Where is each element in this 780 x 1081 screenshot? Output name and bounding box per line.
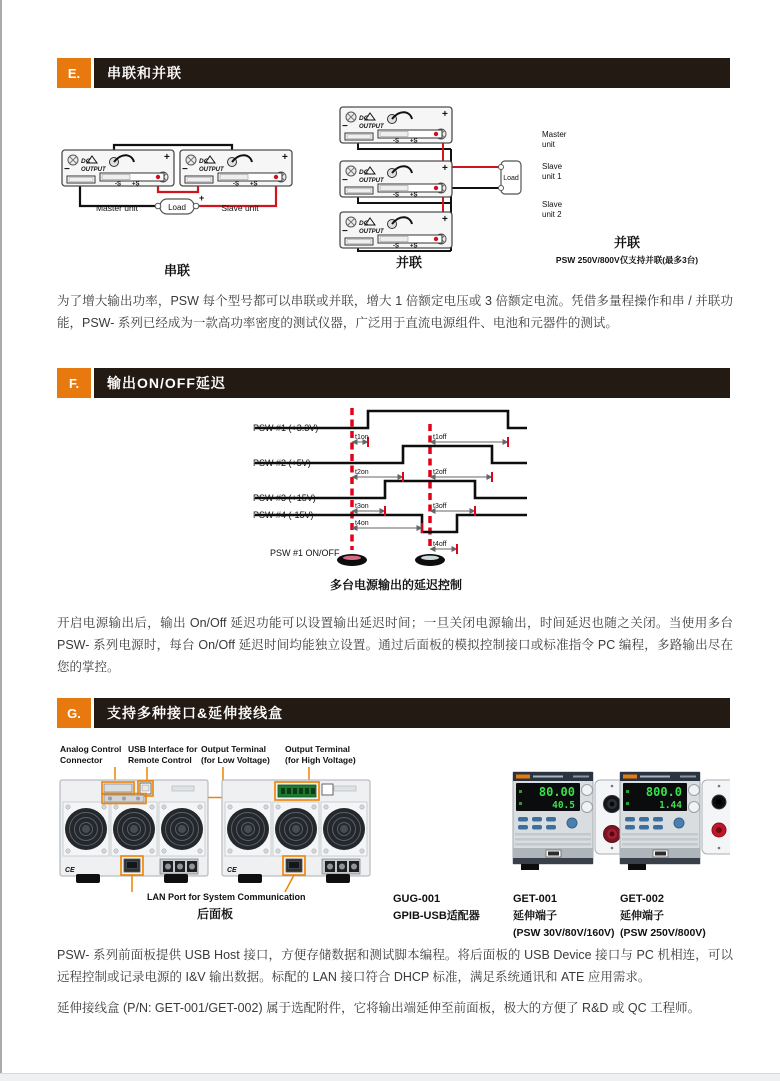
callout-usb-l2: Remote Control [128,755,192,765]
voltage-knob [689,785,700,796]
callout-lowv-l2: (for Low Voltage) [201,755,270,765]
parallel-slave1-l2: unit 1 [542,172,562,181]
voltage-knob [582,785,593,796]
ch3-ton-label: t3on [355,503,369,510]
series-caption: 串联 [163,263,191,278]
volts-readout: 800.0 [645,785,682,799]
lan-callout-label: LAN Port for System Communication [147,892,306,902]
extension-module [702,780,730,854]
callout-analog-l1: Analog Control [60,744,122,754]
brand-logo [516,775,530,779]
paragraph-interfaces: PSW- 系列前面板提供 USB Host 接口，方便存储数据和测试脚本编程。将后面板的 USB Device 接口与 PC 机相连，可以远程控制或记录电源的 I&V 输出数据。标配的 LAN 接口符合 DHCP 标准，满足系统通讯和 ATE 应用需求。 [57,948,733,984]
section-e-letter-badge: E. [57,58,91,88]
figure-series-parallel: − + DC OUTPUT -S +S Load + Master unit Slave unit 串联 Load Master unit Slave unit 1 Slave unit 2 并联 并联 PSW 250V/800V仅支持并联(最多3台) [59,97,699,278]
ch2-toff-label: t2off [433,469,447,476]
callout-labels [60,744,356,765]
led-display [623,783,687,811]
section-e-title: 串联和并联 [94,58,730,88]
product-get001-sub: (PSW 30V/80V/160V) [513,927,615,939]
parallel-slave2-l1: Slave [542,200,563,209]
on-button-icon [337,554,367,566]
section-f-header [57,368,730,398]
amps-readout: 40.5 [552,800,575,811]
callout-analog-l2: Connector [60,755,103,765]
onoff-row-label: PSW #1 ON/OFF [270,548,340,558]
output-button [674,818,684,828]
ch3-label: PSW #3 (+15V) [253,493,316,503]
load-box-series [155,193,204,214]
amps-readout: 1.44 [659,800,682,811]
parallel-slave2-l2: unit 2 [542,210,562,219]
product-get001-model: GET-001 [513,893,558,905]
load-box-parallel [499,161,522,194]
psw-unit-parallel-slave2 [340,212,452,250]
section-g-letter-badge: G. [57,698,91,728]
paragraph-onoff-delay: 开启电源输出后，输出 On/Off 延迟功能可以设置输出延迟时间；一旦关闭电源输出，时间延迟也随之关闭。当使用多台 PSW- 系列电源时，每台 On/Off 延迟时间均能独立设置。通过后面板的模拟控制接口或标准指令 PC 编程，多路输出尽在您的掌控。 [57,616,733,674]
psw-unit-parallel-slave1 [340,161,452,199]
parallel-master-l2: unit [542,140,555,149]
parallel-slave1-l1: Slave [542,162,563,171]
current-knob [582,802,593,813]
series-slave-label: Slave unit [221,203,259,213]
product-gug001-name: GPIB-USB适配器 [393,910,480,922]
current-knob [689,802,700,813]
callout-lowv-l1: Output Terminal [201,744,267,754]
off-button-icon [415,554,445,566]
figure-onoff-delay [240,398,570,598]
parallel-master-l1: Master [542,130,567,139]
callout-highv-l2: (for High Voltage) [285,755,356,765]
psw-unit-master [62,150,174,188]
callout-highv-l1: Output Terminal [285,744,351,754]
product-get002-sub: (PSW 250V/800V) [620,927,706,939]
parallel-diagram [340,107,698,270]
rear-panel-1-connectors [102,781,153,804]
brand-logo [623,775,637,779]
parallel-note: PSW 250V/800V仅支持并联(最多3台) [555,255,699,265]
led-display [516,783,580,811]
page-left-edge [0,0,2,1073]
paragraph-extension-box: 延伸接线盒 (P/N: GET-001/GET-002) 属于选配附件，它将输出端延伸至前面板，极大的方便了 R&D 或 QC 工程师。 [57,1001,701,1015]
lan-callout-lines [132,875,294,892]
parallel-caption-right: 并联 [613,235,641,250]
product-get001-name: 延伸端子 [513,910,557,922]
product-labels [393,893,706,939]
load-label: Load [503,175,519,182]
load-plus-mark: + [199,193,205,203]
callout-usb-l1: USB Interface for [128,744,198,754]
ch2-label: PSW #2 (+5V) [253,458,311,468]
section-e-header [57,58,730,88]
volts-readout: 80.00 [538,785,575,799]
section-f-letter-badge: F. [57,368,91,398]
device-get-002 [620,772,730,870]
section-g-title: 支持多种接口&延伸接线盒 [94,698,730,728]
delay-arrow-ticks [368,437,508,554]
psw-unit-slave [180,150,292,188]
section-g-header [57,698,730,728]
psw-unit-parallel-master [340,107,452,145]
load-label: Load [168,203,186,212]
output-button [567,818,577,828]
ch4-toff-label: t4off [433,541,447,548]
rear-panel-caption: 后面板 [196,907,234,921]
section-f-title: 输出ON/OFF延迟 [94,368,730,398]
series-diagram [62,145,292,278]
ch4-label: PSW #4 (-15V) [253,510,314,520]
ch1-label: PSW #1 (+3.3V) [253,423,319,433]
ch1-ton-label: t1on [355,434,369,441]
device-get-001 [513,772,629,870]
paragraph-series-parallel: 为了增大输出功率，PSW 每个型号都可以串联或并联，增大 1 倍额定电压或 3 倍额定电流。凭借多量程操作和串 / 并联功能，PSW- 系列已经成为一款高功率密度的测试仪器，广泛用于直流电源组件、电池和元器件的测试。 [57,294,733,330]
figure-interfaces [57,736,730,940]
ch4-ton-label: t4on [355,520,369,527]
series-master-label: Master unit [95,203,139,213]
ch2-ton-label: t2on [355,469,369,476]
ch3-toff-label: t3off [433,503,447,510]
product-get002-model: GET-002 [620,893,665,905]
onoff-figure-caption: 多台电源输出的延迟控制 [329,578,463,592]
product-get002-name: 延伸端子 [620,910,664,922]
parallel-caption: 并联 [395,255,423,270]
product-gug001-model: GUG-001 [393,893,441,905]
ch1-toff-label: t1off [433,434,447,441]
